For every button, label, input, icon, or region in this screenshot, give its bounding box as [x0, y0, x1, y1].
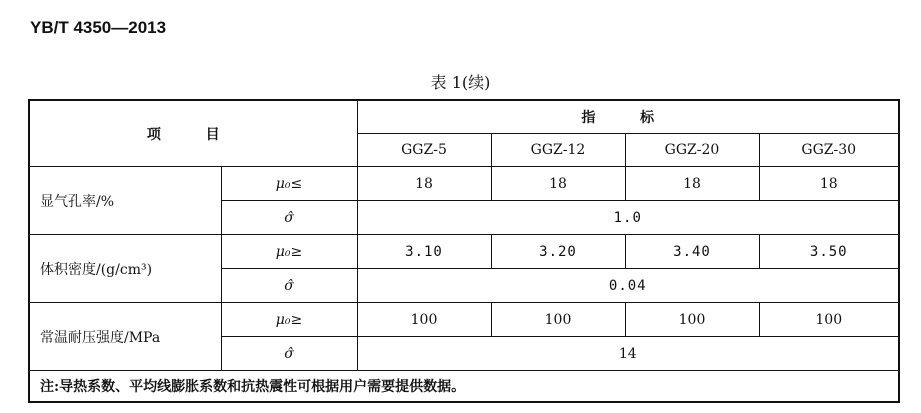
- property-label: 显气孔率/%: [29, 167, 221, 235]
- sigma-symbol: σ̂: [221, 337, 357, 371]
- mu-symbol: μ₀≤: [221, 167, 357, 201]
- value-cell: 3.40: [625, 235, 759, 269]
- value-cell: 18: [625, 167, 759, 201]
- table-note: 注:导热系数、平均线膨胀系数和抗热震性可根据用户需要提供数据。: [29, 371, 899, 403]
- value-cell: 100: [357, 303, 491, 337]
- property-label: 常温耐压强度/MPa: [29, 303, 221, 371]
- sigma-value: 14: [357, 337, 899, 371]
- specification-table: [28, 99, 900, 403]
- value-cell: 18: [357, 167, 491, 201]
- value-cell: 18: [759, 167, 899, 201]
- value-cell: 100: [491, 303, 625, 337]
- value-cell: 3.50: [759, 235, 899, 269]
- value-cell: 3.10: [357, 235, 491, 269]
- sigma-symbol: σ̂: [221, 269, 357, 303]
- mu-symbol: μ₀≥: [221, 235, 357, 269]
- index-header: 指 标: [357, 100, 899, 134]
- standard-code: YB/T 4350—2013: [30, 18, 167, 37]
- mu-symbol: μ₀≥: [221, 303, 357, 337]
- grade-header: GGZ-12: [491, 134, 625, 167]
- value-cell: 18: [491, 167, 625, 201]
- value-cell: 100: [625, 303, 759, 337]
- sigma-symbol: σ̂: [221, 201, 357, 235]
- grade-header: GGZ-5: [357, 134, 491, 167]
- sigma-value: 0.04: [357, 269, 899, 303]
- grade-header: GGZ-30: [759, 134, 899, 167]
- value-cell: 3.20: [491, 235, 625, 269]
- grade-header: GGZ-20: [625, 134, 759, 167]
- sigma-value: 1.0: [357, 201, 899, 235]
- property-label: 体积密度/(g/cm³): [29, 235, 221, 303]
- item-header: 项 目: [29, 100, 357, 167]
- table-title: 表 1(续): [430, 73, 491, 92]
- value-cell: 100: [759, 303, 899, 337]
